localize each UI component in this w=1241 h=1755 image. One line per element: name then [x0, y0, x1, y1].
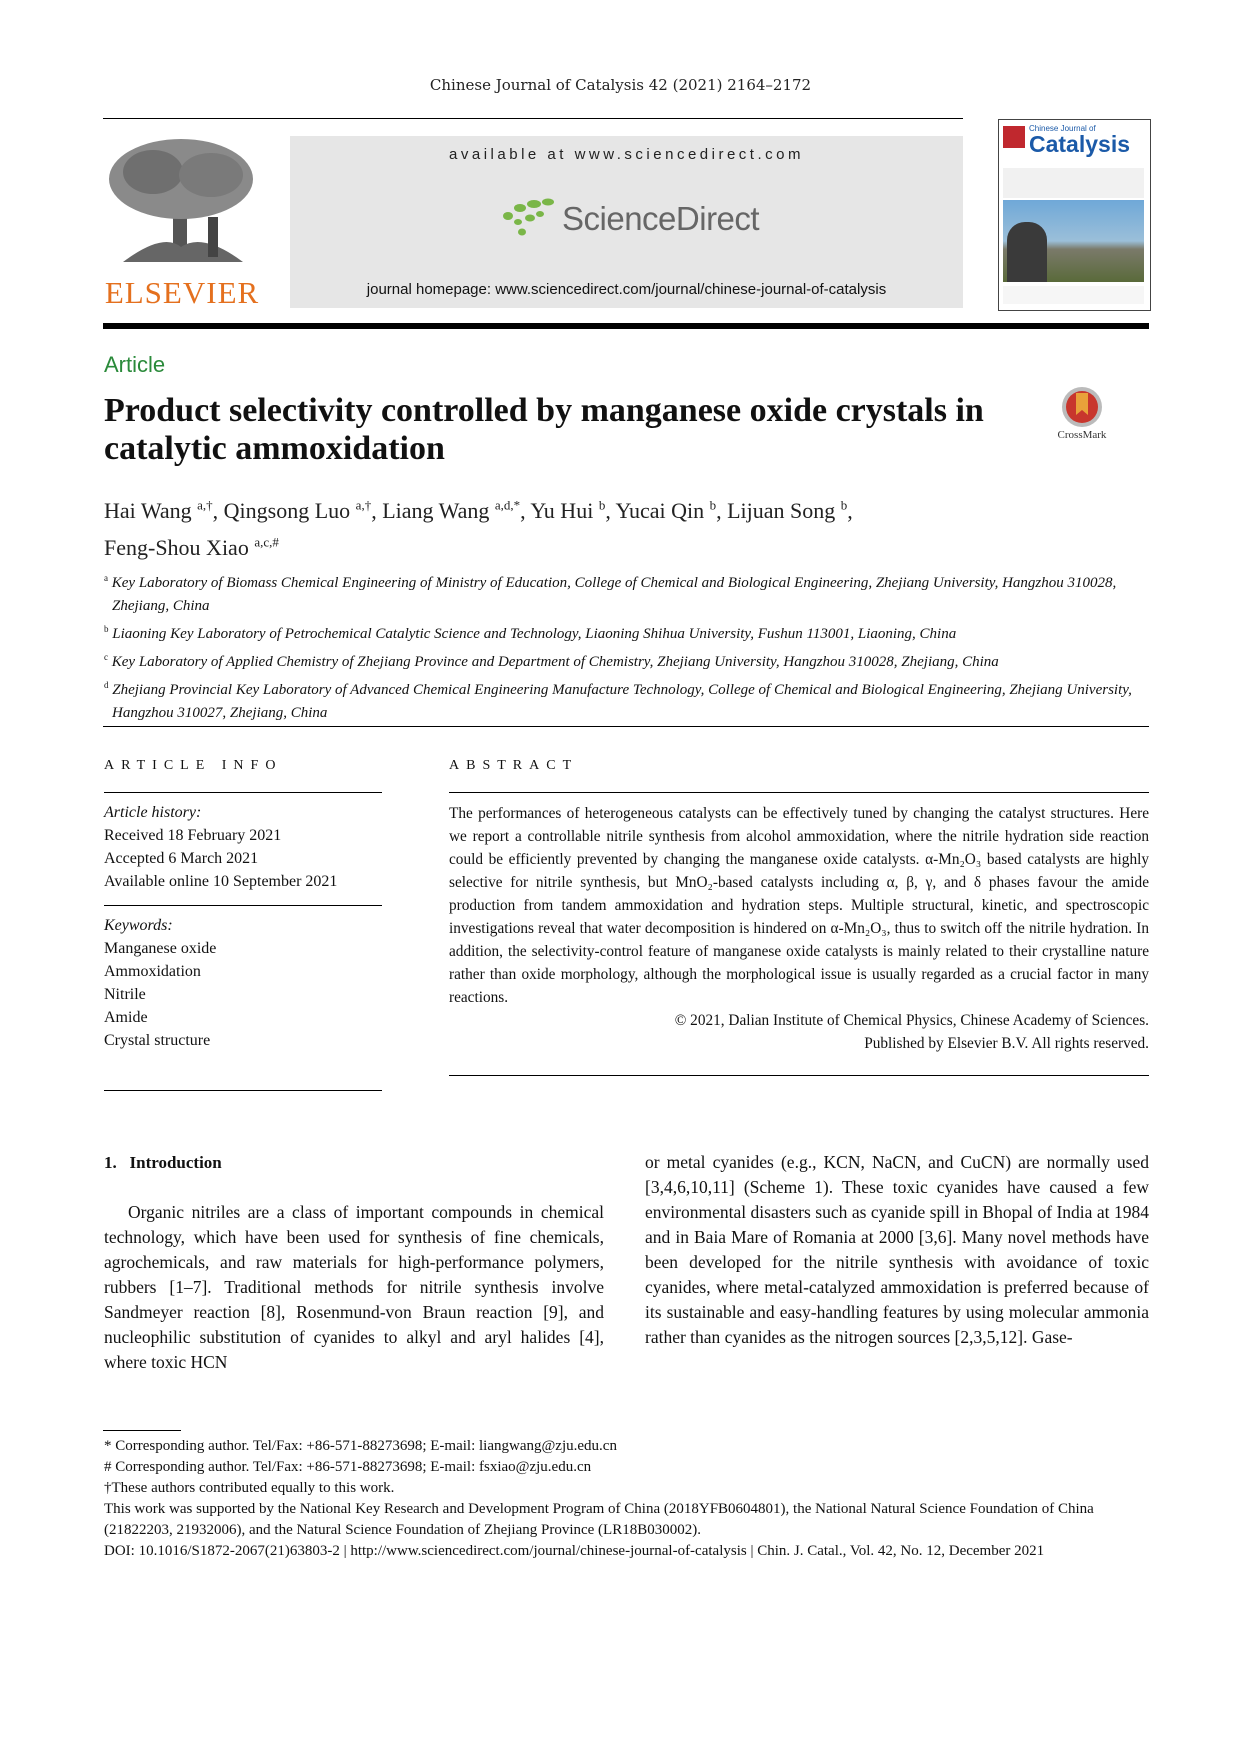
elsevier-logo — [103, 137, 261, 311]
crossmark-badge[interactable] — [1052, 385, 1112, 445]
online-date: Available online 10 September 2021 — [104, 873, 338, 890]
author-list: Hai Wang $^{a,\dagger}$, Qingsong Luo $^{a,\dagger}$, Liang Wang $^{a,d,*}$, Yu Hui $^b$, Yucai Qin $^b$, Lijuan Song $^b$, Feng-Shou Xiao $^{a,c,\#}$ — [104, 498, 853, 560]
author[interactable]: Qingsong Luo $^{a,\dagger}$ — [223, 498, 372, 524]
footnotes — [104, 1436, 1149, 1562]
copyright-line-1: © 2021, Dalian Institute of Chemical Physics, Chinese Academy of Sciences. — [674, 1012, 1149, 1029]
author[interactable]: Lijuan Song $^b$ — [727, 498, 848, 524]
author[interactable]: Feng-Shou Xiao $^{a,c,\#}$ — [104, 534, 279, 560]
keyword: Ammoxidation — [104, 963, 201, 980]
abstract-text: The performances of heterogeneous catalysts can be effectively tuned by changing the catalyst structures. Here we report a controllable nitrile synthesis from alcohol ammoxidation, where the nitrile hydration side reaction could be efficiently prevented by changing the manganese oxide catalysts. α-Mn₂O₃ based catalysts are highly selective for nitrile synthesis, but MnO₂-based catalysts including α, β, γ, and δ phases favour the amide production from tandem ammoxidation and hydration steps. Multiple structural, kinetic, and spectroscopic investigations reveal that water decomposition is hindered on α-Mn₂O₃, thus to switch off the nitrile hydration. In addition, the selectivity-control feature of manganese oxide catalysts is mainly related to their crystalline nature rather than oxide morphology, although the morphological issue is usually regarded as a crucial factor in many reactions. — [449, 805, 1149, 1006]
footnote-equal-contribution: †These authors contributed equally to this work. — [104, 1480, 395, 1496]
journal-homepage-link[interactable]: journal homepage: www.sciencedirect.com/journal/chinese-journal-of-catalysis — [366, 281, 887, 298]
author[interactable]: Yu Hui $^b$ — [530, 498, 606, 524]
cover-subtitle: Chinese Journal of — [1029, 124, 1096, 133]
divider — [104, 792, 382, 793]
keyword: Nitrile — [104, 986, 146, 1003]
cover-photo — [1003, 200, 1144, 282]
keyword: Amide — [104, 1009, 148, 1026]
section-rule — [103, 726, 1149, 727]
copyright-line-2: Published by Elsevier B.V. All rights reserved. — [864, 1035, 1149, 1052]
keywords-label: Keywords: — [104, 917, 173, 934]
header-rule — [103, 118, 963, 119]
article-type-label: Article — [104, 352, 166, 377]
journal-citation: Chinese Journal of Catalysis 42 (2021) 2164–2172 — [429, 76, 812, 94]
author[interactable]: Hai Wang $^{a,\dagger}$ — [104, 498, 213, 524]
cover-person-icon — [1007, 222, 1047, 282]
elsevier-wordmark: ELSEVIER — [104, 275, 260, 310]
cover-text-block — [1003, 168, 1144, 198]
keywords-block — [104, 914, 382, 1052]
affiliation: $^b$ Liaoning Key Laboratory of Petrochemical Catalytic Science and Technology, Liaoning Shihua University, Fushun 113001, Liaoning, China — [104, 624, 957, 642]
funding-statement: This work was supported by the National Key Research and Development Program of China (2018YFB0604801), the National Natural Science Foundation of China (21822203, 21932006), and the Natural Science Foundation of Zhejiang Province (LR18B030002). — [104, 1501, 1094, 1538]
abstract-section — [449, 758, 1149, 1076]
keyword: Manganese oxide — [104, 940, 217, 957]
doi-line[interactable]: DOI: 10.1016/S1872-2067(21)63803-2 | http://www.sciencedirect.com/journal/chinese-journal-of-catalysis | Chin. J. Catal., Vol. 42, No. 12, December 2021 — [104, 1543, 1045, 1559]
intro-column-1 — [104, 1150, 604, 1375]
cover-footer — [1003, 286, 1144, 304]
article-info — [104, 758, 382, 1091]
crossmark-label: CrossMark — [1057, 429, 1107, 441]
divider — [449, 1075, 1149, 1076]
footnote-corresponding-1: * Corresponding author. Tel/Fax: +86-571-88273698; E-mail: liangwang@zju.edu.cn — [104, 1438, 617, 1454]
affiliation: $^c$ Key Laboratory of Applied Chemistry of Zhejiang Province and Department of Chemistry, Zhejiang University, Hangzhou 310028, Zhejiang, China — [104, 652, 999, 670]
article-title: Product selectivity controlled by manganese oxide crystals in catalytic ammoxidation — [104, 392, 984, 467]
crossmark-icon — [1052, 385, 1112, 431]
header-thick-rule — [103, 323, 1149, 329]
accepted-date: Accepted 6 March 2021 — [104, 850, 259, 867]
history-label: Article history: — [104, 804, 202, 821]
intro-heading: 1. Introduction — [104, 1153, 222, 1172]
affiliations — [104, 567, 1149, 725]
footnote-corresponding-2: # Corresponding author. Tel/Fax: +86-571-88273698; E-mail: fsxiao@zju.edu.cn — [104, 1459, 592, 1475]
sciencedirect-logo — [500, 196, 760, 240]
cover-title: Catalysis — [1029, 131, 1131, 157]
affiliation: $^a$ Key Laboratory of Biomass Chemical Engineering of Ministry of Education, College of Chemical and Biological Engineering, Zhejiang University, Hangzhou 310028, Zhejiang, China — [104, 573, 1117, 614]
article-info-heading: ARTICLE INFO — [104, 758, 283, 773]
author[interactable]: Liang Wang $^{a,d,*}$ — [382, 498, 521, 524]
cover-emblem-icon — [1003, 126, 1025, 148]
author[interactable]: Yucai Qin $^b$ — [615, 498, 717, 524]
keyword: Crystal structure — [104, 1032, 211, 1049]
journal-cover — [998, 119, 1151, 311]
footnote-rule — [103, 1430, 181, 1431]
abstract-heading: ABSTRACT — [449, 758, 579, 773]
sciencedirect-wordmark: ScienceDirect — [562, 200, 760, 237]
divider — [449, 792, 1149, 793]
intro-paragraph: Organic nitriles are a class of important compounds in chemical technology, which have been used for synthesis of fine chemicals, agrochemicals, and raw materials for high-performance polymers, rubbers [1–7]. Traditional methods for nitrile synthesis involve Sandmeyer reaction [8], Rosenmund-von Braun reaction [9], and nucleophilic substitution of cyanides to alkyl and aryl halides [4], where toxic HCN — [104, 1202, 604, 1372]
intro-column-2: or metal cyanides (e.g., KCN, NaCN, and CuCN) are normally used [3,4,6,10,11] (Scheme 1). These toxic cyanides have caused a few environmental disasters such as cyanide spill in Bhopal of India at 1984 and in Baia Mare of Romania at 2000 [3,6]. Many novel methods have been developed for the nitrile synthesis with avoidance of toxic cyanides, where metal-catalyzed ammoxidation is preferred because of its sustainable and easy-handling features by using molecular ammonia rather than cyanides as the nitrogen sources [2,3,5,12]. Gase- — [645, 1152, 1149, 1347]
divider — [104, 1090, 382, 1091]
available-at-text[interactable]: available at www.sciencedirect.com — [449, 146, 804, 163]
received-date: Received 18 February 2021 — [104, 827, 282, 844]
divider — [104, 905, 382, 906]
sciencedirect-dots-icon — [500, 196, 560, 240]
elsevier-tree-icon — [103, 137, 261, 267]
history-block — [104, 801, 382, 893]
affiliation: $^d$ Zhejiang Provincial Key Laboratory of Advanced Chemical Engineering Manufacture Technology, College of Chemical and Biological Engineering, Zhejiang University, Hangzhou 310027, Zhejiang, China — [104, 680, 1132, 721]
sciencedirect-banner — [290, 136, 963, 308]
